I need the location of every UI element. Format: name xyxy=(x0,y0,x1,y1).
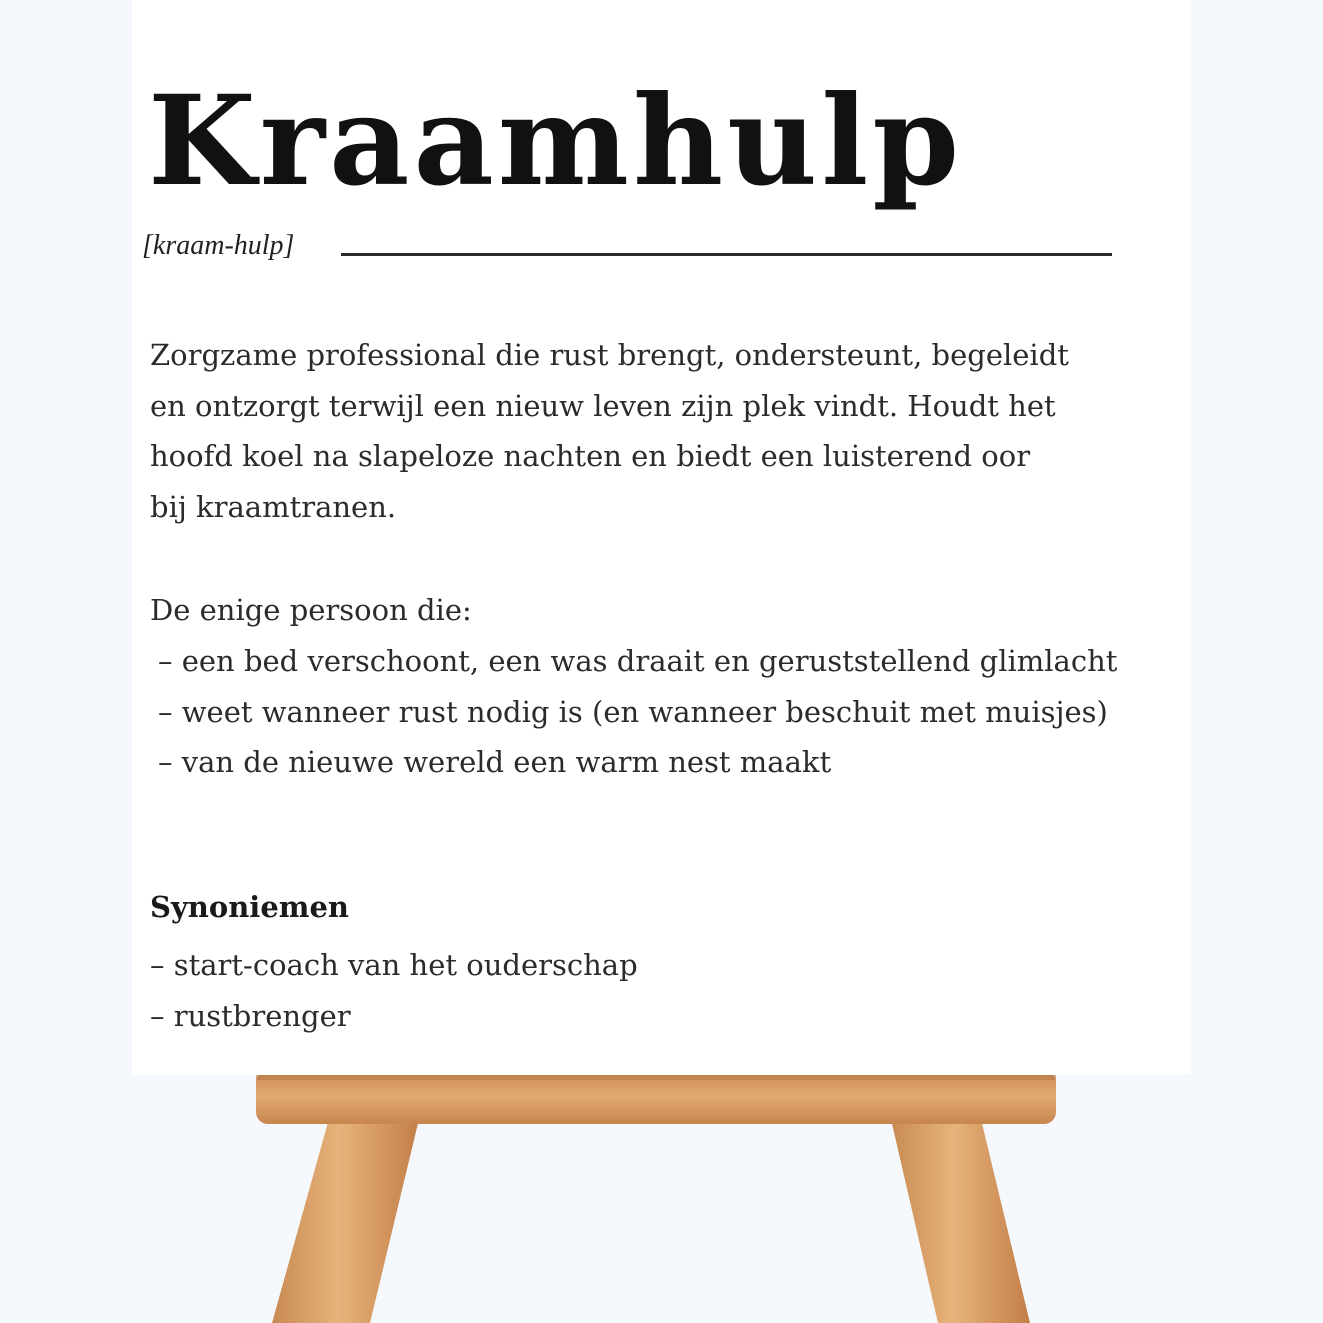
trait-list xyxy=(150,636,1117,788)
list-item: – rustbrenger xyxy=(150,998,351,1033)
divider xyxy=(341,253,1112,256)
definition-line: hoofd koel na slapeloze nachten en biedt een luisterend oor xyxy=(150,439,1031,473)
list-item: – start-coach van het ouderschap xyxy=(150,948,638,982)
synonyms-list xyxy=(150,940,638,1041)
list-item: – een bed verschoont, een was draait en geruststellend glimlacht xyxy=(158,644,1118,678)
definition-line: en ontzorgt terwijl een nieuw leven zijn plek vindt. Houdt het xyxy=(150,388,1056,423)
list-item: – van de nieuwe wereld een warm nest maakt xyxy=(158,745,832,779)
definition-card xyxy=(132,0,1191,1075)
pronunciation: [kraam-hulp] xyxy=(142,230,295,261)
list-intro: De enige persoon die: xyxy=(150,593,472,627)
list-item: – weet wanneer rust nodig is (en wanneer beschuit met muisjes) xyxy=(158,694,1108,729)
definition-line: Zorgzame professional die rust brengt, ondersteunt, begeleidt xyxy=(150,338,1069,372)
definition-text xyxy=(150,330,1069,532)
definition-line: bij kraamtranen. xyxy=(150,489,397,524)
synonyms-heading: Synoniemen xyxy=(150,890,349,924)
page-title: Kraamhulp xyxy=(148,69,964,214)
